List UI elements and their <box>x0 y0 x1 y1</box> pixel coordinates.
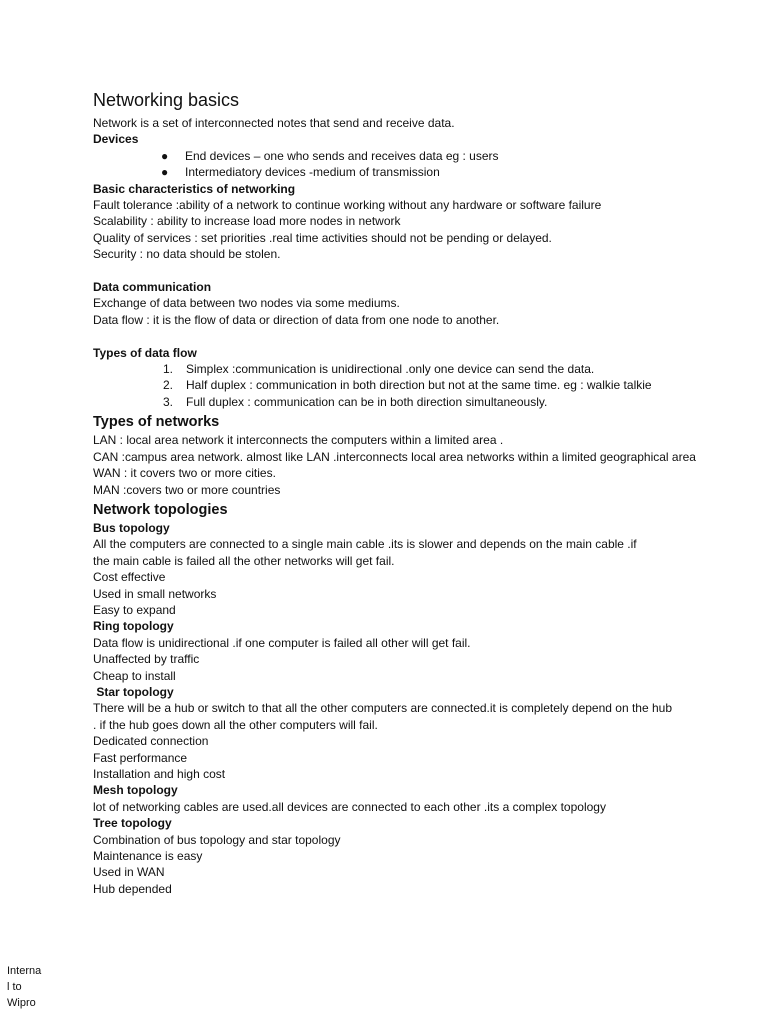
basic-characteristics-heading: Basic characteristics of networking <box>93 181 296 196</box>
flow-types-list <box>93 361 743 410</box>
ring-topology-heading: Ring topology <box>93 619 174 634</box>
ring-topology-text: Data flow is unidirectional .if one computer is failed all other will get fail. <box>93 635 471 650</box>
bus-point-2: Used in small networks <box>93 586 217 601</box>
star-topology-text: There will be a hub or switch to that all the other computers are connected.it is completely depend on the hub . if the hub goes down all the other computers will fail. <box>93 701 672 732</box>
bullet-icon: ● <box>161 165 169 180</box>
exchange-text: Exchange of data between two nodes via some mediums. <box>93 296 400 311</box>
quality-of-services-text: Quality of services : set priorities .real time activities should not be pending or delayed. <box>93 230 552 245</box>
footer-line: Wipro <box>7 997 36 1009</box>
ring-point-1: Unaffected by traffic <box>93 652 200 667</box>
devices-heading: Devices <box>93 132 139 147</box>
star-point-2: Fast performance <box>93 750 188 765</box>
man-text: MAN :covers two or more countries <box>93 482 281 497</box>
types-of-data-flow-heading: Types of data flow <box>93 345 197 360</box>
star-topology-heading: Star topology <box>93 684 174 699</box>
bus-topology-text: All the computers are connected to a single main cable .its is slower and depends on the main cable .if the main cable is failed all the other networks will get fail. <box>93 537 637 568</box>
tree-point-3: Hub depended <box>93 881 172 896</box>
tree-point-2: Used in WAN <box>93 865 165 880</box>
footer-line: l to <box>7 981 22 993</box>
network-topologies-heading: Network topologies <box>93 501 228 518</box>
document-page <box>93 88 743 897</box>
list-item: 2. Half duplex : communication in both direction but not at the same time. eg : walkie talkie <box>163 378 652 393</box>
ring-point-2: Cheap to install <box>93 668 176 683</box>
data-flow-text: Data flow : it is the flow of data or direction of data from one node to another. <box>93 312 500 327</box>
tree-point-1: Maintenance is easy <box>93 849 203 864</box>
bullet-icon: ● <box>161 148 169 163</box>
security-text: Security : no data should be stolen. <box>93 247 281 262</box>
list-item: ● End devices – one who sends and receives data eg : users <box>161 148 499 163</box>
wan-text: WAN : it covers two or more cities. <box>93 466 276 481</box>
footer-line: Interna <box>7 965 42 977</box>
scalability-text: Scalability : ability to increase load more nodes in network <box>93 214 401 229</box>
tree-topology-text: Combination of bus topology and star topology <box>93 832 341 847</box>
page-title: Networking basics <box>93 90 240 110</box>
list-item: 1. Simplex :communication is unidirectional .only one device can send the data. <box>163 362 595 377</box>
star-point-1: Dedicated connection <box>93 734 209 749</box>
bus-point-3: Easy to expand <box>93 602 176 617</box>
devices-list <box>93 148 743 181</box>
bus-topology-heading: Bus topology <box>93 520 170 535</box>
intro-text: Network is a set of interconnected notes that send and receive data. <box>93 116 455 130</box>
mesh-topology-text: lot of networking cables are used.all devices are connected to each other .its a complex topology <box>93 799 606 814</box>
data-communication-heading: Data communication <box>93 280 212 295</box>
star-point-3: Installation and high cost <box>93 767 226 781</box>
mesh-topology-heading: Mesh topology <box>93 783 178 798</box>
classification-footer <box>7 963 41 1011</box>
bus-point-1: Cost effective <box>93 570 166 585</box>
fault-tolerance-text: Fault tolerance :ability of a network to continue working without any hardware or software failure <box>93 198 602 213</box>
can-text: CAN :campus area network. almost like LAN .interconnects local area networks within a limited geographical area <box>93 449 696 464</box>
tree-topology-heading: Tree topology <box>93 816 172 831</box>
lan-text: LAN : local area network it interconnects the computers within a limited area . <box>93 433 504 448</box>
types-of-networks-heading: Types of networks <box>93 414 220 431</box>
list-item: 3. Full duplex : communication can be in both direction simultaneously. <box>163 394 548 409</box>
list-item: ● Intermediatory devices -medium of transmission <box>161 165 440 180</box>
